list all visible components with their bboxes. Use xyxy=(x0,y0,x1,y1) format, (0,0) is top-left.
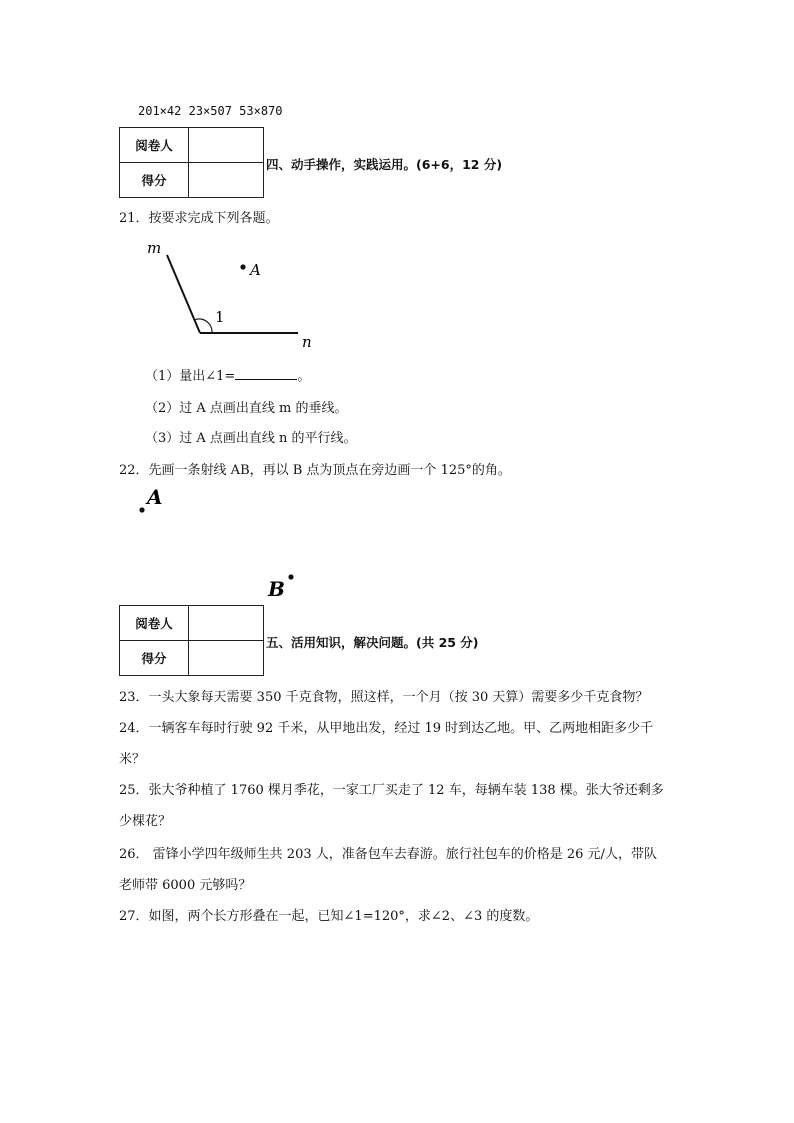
point-a-label: A xyxy=(250,261,261,279)
q21-angle-figure xyxy=(140,235,330,355)
score-box-section4 xyxy=(119,127,264,198)
ray-m-label: m xyxy=(147,239,162,257)
point-b xyxy=(288,574,293,579)
q22-points-figure xyxy=(130,482,310,602)
q21-sub1 xyxy=(145,365,310,384)
q26-line1: 26． 雷锋小学四年级师生共 203 人，准备包车去春游。旅行社包车的价格是 26 元/人，带队 xyxy=(119,847,657,862)
point-b-label: B xyxy=(268,577,285,601)
q25-line1: 25．张大爷种植了 1760 棵月季花，一家工厂买走了 12 车，每辆车装 138 棵。张大爷还剩多 xyxy=(119,783,664,798)
score-label: 得分 xyxy=(120,641,189,676)
q23: 23．一头大象每天需要 350 千克食物，照这样，一个月（按 30 天算）需要多少千克食物？ xyxy=(119,690,649,705)
ray-m xyxy=(167,255,200,333)
point-a-label: A xyxy=(147,485,163,509)
q22-stem: 22．先画一条射线 AB，再以 B 点为顶点在旁边画一个 125°的角。 xyxy=(119,463,511,478)
q21-sub3: （3）过 A 点画出直线 n 的平行线。 xyxy=(145,431,357,446)
reviewer-label: 阅卷人 xyxy=(120,128,189,163)
angle-1-label: 1 xyxy=(215,308,225,326)
q21-sub1-suffix: 。 xyxy=(297,369,311,384)
section4-title: 四、动手操作，实践运用。(6+6，12 分) xyxy=(266,157,503,172)
q24-line2: 米？ xyxy=(119,752,146,767)
q27: 27．如图，两个长方形叠在一起，已知∠1=120°，求∠2、∠3 的度数。 xyxy=(119,909,539,924)
ray-n-label: n xyxy=(302,333,312,351)
score-cell[interactable] xyxy=(189,641,264,676)
q21-sub1-prefix: （1）量出∠1= xyxy=(145,369,236,384)
q25-line2: 少棵花？ xyxy=(119,814,172,829)
answer-blank[interactable] xyxy=(235,368,297,380)
score-label: 得分 xyxy=(120,163,189,198)
score-cell[interactable] xyxy=(189,163,264,198)
reviewer-label: 阅卷人 xyxy=(120,606,189,641)
point-a xyxy=(139,507,144,512)
q24-line1: 24．一辆客车每时行驶 92 千米，从甲地出发，经过 19 时到达乙地。甲、乙两地相距多少千 xyxy=(119,721,654,736)
q26-line2: 老师带 6000 元够吗？ xyxy=(119,878,252,893)
score-box-section5 xyxy=(119,605,264,676)
calc-line: 201×42 23×507 53×870 xyxy=(138,104,283,118)
q21-stem: 21．按要求完成下列各题。 xyxy=(119,211,279,226)
reviewer-cell[interactable] xyxy=(189,606,264,641)
section5-title: 五、活用知识，解决问题。(共 25 分) xyxy=(266,635,479,650)
q21-sub2: （2）过 A 点画出直线 m 的垂线。 xyxy=(145,401,348,416)
reviewer-cell[interactable] xyxy=(189,128,264,163)
point-a xyxy=(240,264,245,269)
